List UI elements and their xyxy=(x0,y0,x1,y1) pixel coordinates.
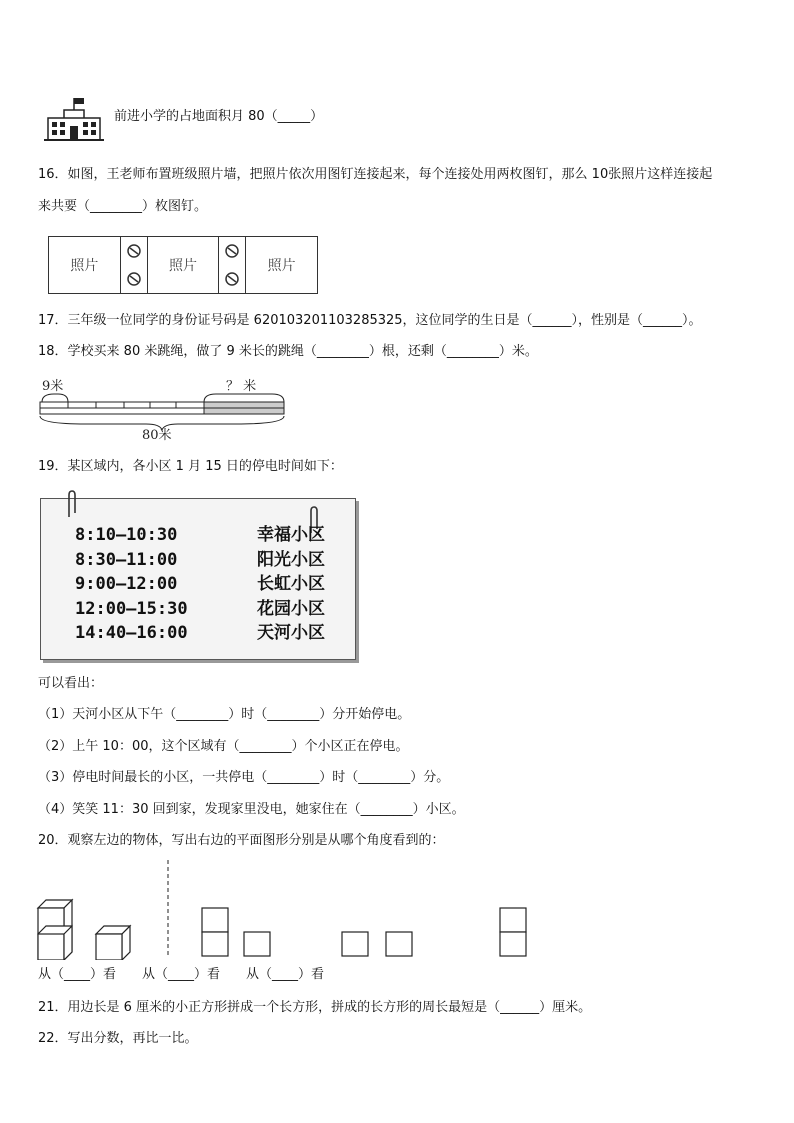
photo-label: 照片 xyxy=(169,258,197,274)
paperclip-icon xyxy=(65,489,79,519)
label-9m: 9米 xyxy=(42,379,64,394)
photo-2 xyxy=(148,237,219,293)
schedule-row xyxy=(75,523,325,548)
photo-wall-figure xyxy=(48,236,318,294)
view-diagram xyxy=(30,856,540,960)
photo-label: 照片 xyxy=(267,258,296,274)
label-80m: 80米 xyxy=(142,428,172,442)
view-answer-3: 从（____）看 xyxy=(246,967,325,982)
view-answer-2: 从（____）看 xyxy=(142,967,221,982)
q18-text: 18．学校买来 80 米跳绳，做了 9 米长的跳绳（________）根，还剩（________）米。 xyxy=(38,344,538,359)
q16-line2: 来共要（________）枚图钉。 xyxy=(38,199,208,214)
photo-label: 照片 xyxy=(70,258,99,274)
outage-time: 8:30—11:00 xyxy=(75,549,178,570)
pushpin-icon xyxy=(126,243,142,259)
school-building-icon xyxy=(44,96,104,142)
photo-3 xyxy=(246,237,317,293)
outage-time: 14:40—16:00 xyxy=(75,623,188,643)
outage-place: 花园小区 xyxy=(257,598,325,619)
view-answer-1: 从（____）看 xyxy=(38,967,117,982)
outage-notice-board xyxy=(40,498,356,660)
q19-sub4: （4）笑笑 11：30 回到家，发现家里没电，她家住在（________）小区。 xyxy=(38,802,465,817)
q19-intro: 可以看出： xyxy=(38,676,104,691)
q21-text: 21．用边长是 6 厘米的小正方形拼成一个长方形，拼成的长方形的周长最短是（______）厘米。 xyxy=(38,1000,592,1015)
q17-text: 17．三年级一位同学的身份证号码是 620103201103285325，这位同学的生日是（______），性别是（______）。 xyxy=(38,313,702,328)
schedule-row xyxy=(75,572,325,597)
q16-line1: 16．如图，王老师布置班级照片墙，把照片依次用图钉连接起来，每个连接处用两枚图钉，那么 10张照片这样连接起 xyxy=(38,167,713,182)
outage-time: 12:00—15:30 xyxy=(75,598,188,619)
q19-sub2: （2）上午 10：00，这个区域有（________）个小区正在停电。 xyxy=(38,739,409,754)
outage-time: 8:10—10:30 xyxy=(75,525,178,545)
schedule-row xyxy=(75,597,325,622)
photo-1 xyxy=(49,237,120,293)
outage-place: 幸福小区 xyxy=(257,525,325,545)
outage-time: 9:00—12:00 xyxy=(75,574,178,594)
rope-line-diagram xyxy=(36,376,288,442)
schedule-list xyxy=(75,523,325,646)
outage-place: 长虹小区 xyxy=(257,574,325,594)
q22-text: 22．写出分数，再比一比。 xyxy=(38,1031,198,1046)
outage-place: 阳光小区 xyxy=(257,549,325,570)
schedule-row xyxy=(75,621,325,646)
pushpin-icon xyxy=(224,271,240,287)
label-question-m: ？ 米 xyxy=(226,379,257,394)
q19-sub1: （1）天河小区从下午（________）时（________）分开始停电。 xyxy=(38,707,411,722)
outage-place: 天河小区 xyxy=(257,623,325,643)
pushpin-icon xyxy=(224,243,240,259)
pushpin-icon xyxy=(126,271,142,287)
q15-text: 前进小学的占地面积月 80（_____） xyxy=(114,109,324,124)
pin-strip-1 xyxy=(120,237,148,293)
q19-text: 19．某区域内，各小区 1 月 15 日的停电时间如下： xyxy=(38,459,343,474)
schedule-row xyxy=(75,548,325,573)
q20-text: 20．观察左边的物体，写出右边的平面图形分别是从哪个角度看到的： xyxy=(38,833,445,848)
q19-sub3: （3）停电时间最长的小区，一共停电（________）时（________）分。 xyxy=(38,770,450,785)
pin-strip-2 xyxy=(218,237,246,293)
